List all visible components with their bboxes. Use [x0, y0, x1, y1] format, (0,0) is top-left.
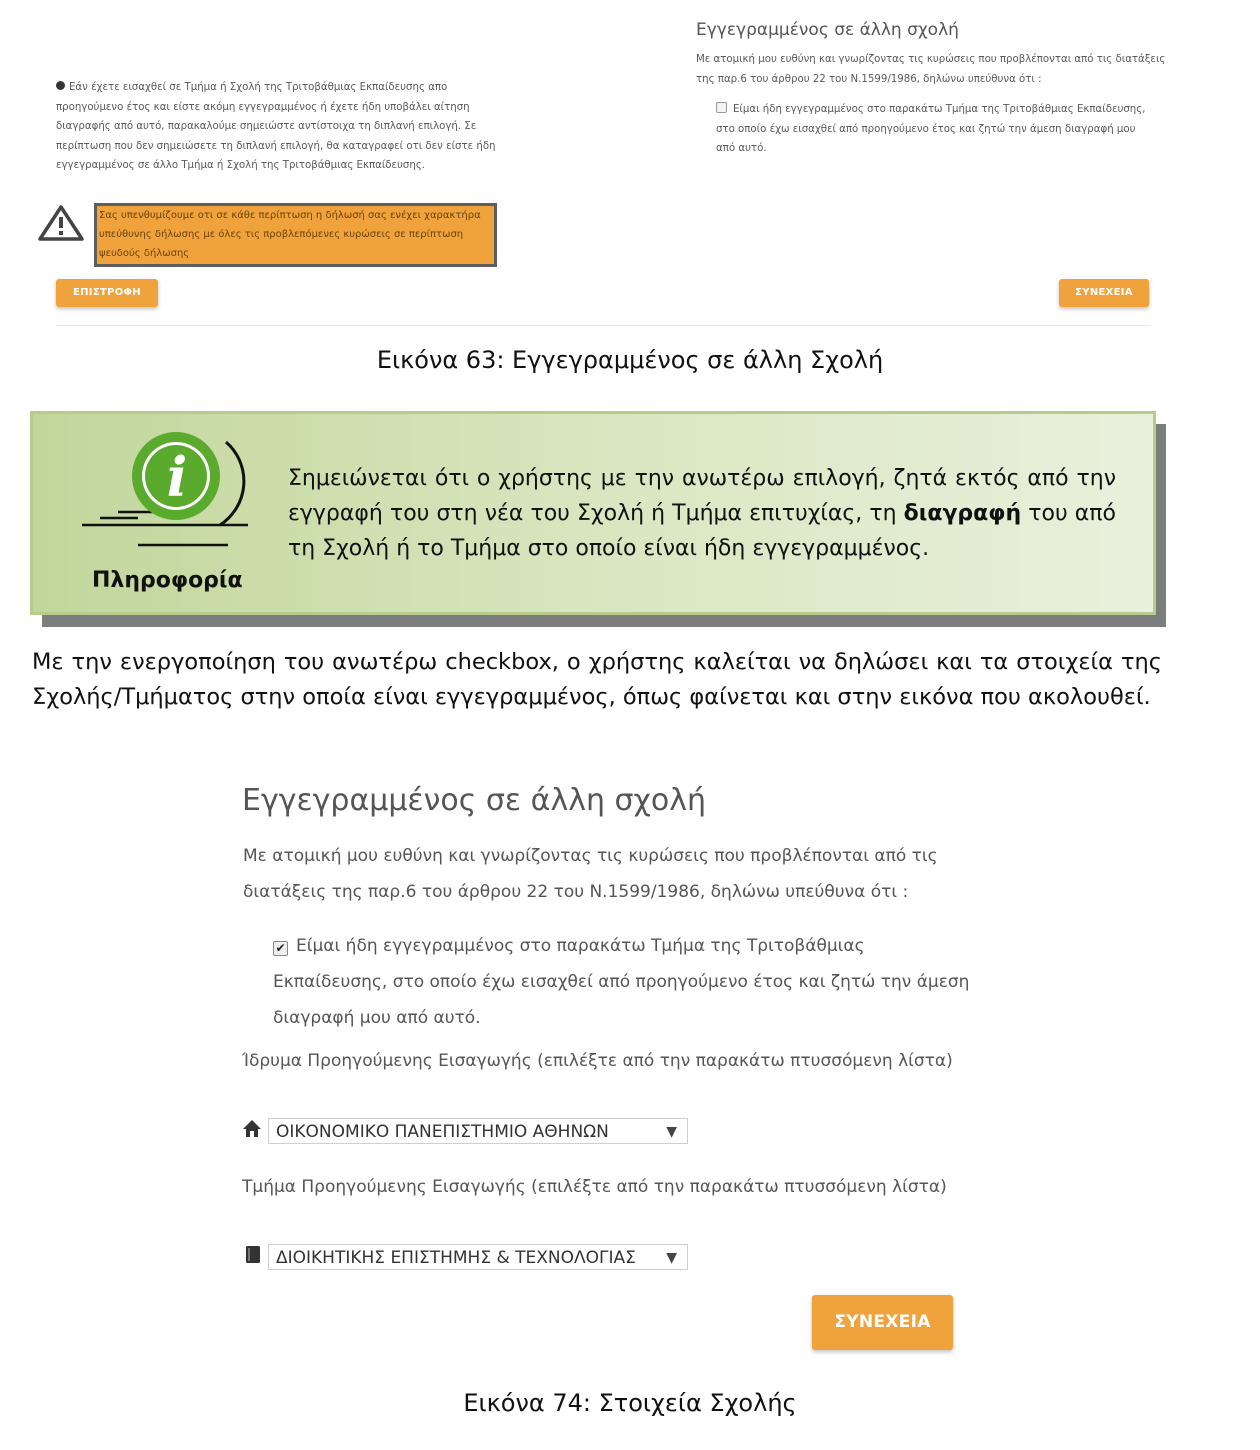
info-label: Πληροφορία	[92, 568, 243, 593]
figure-caption: Εικόνα 63: Εγγεγραμμένος σε άλλη Σχολή	[376, 346, 884, 374]
divider	[56, 325, 1150, 326]
figure-caption: Εικόνα 74: Στοιχεία Σχολής	[463, 1389, 797, 1417]
home-icon	[242, 1119, 262, 1139]
info-text: Σημειώνεται ότι ο χρήστης με την ανωτέρω επιλογή, ζητά εκτός από την εγγραφή του στη νέα του Σχολή ή Τμήμα επιτυχίας, τη διαγραφή του από τη Σχολή ή το Τμήμα στο οποίο είναι ήδη εγγεγραμμένος.	[288, 466, 1117, 561]
declaration-text: Με ατομική μου ευθύνη και γνωρίζοντας τις κυρώσεις που προβλέπονται από τις διατάξεις της παρ.6 του άρθρου 22 του Ν.1599/1986, δηλώνω υπεύθυνα ότι :	[243, 846, 938, 902]
book-icon	[244, 1245, 262, 1265]
warning-message: Σας υπενθυμίζουμε οτι σε κάθε περίπτωση η δήλωσή σας ενέχει χαρακτήρα υπεύθυνης δήλωσης με όλες τις προβλεπόμενες κυρώσεις σε περίπτωση ψευδούς δήλωσης	[94, 203, 497, 267]
declaration-text: Με ατομική μου ευθύνη και γνωρίζοντας τις κυρώσεις που προβλέπονται από τις διατάξεις της παρ.6 του άρθρου 22 του Ν.1599/1986, δηλώνω υπεύθυνα ότι :	[696, 54, 1166, 85]
enrolled-checkbox[interactable]	[716, 102, 727, 113]
enrolled-checkbox-label: Είμαι ήδη εγγεγραμμένος στο παρακάτω Τμήμα της Τριτοβάθμιας Εκπαίδευσης, στο οποίο έχω εισαχθεί από προηγούμενο έτος και ζητώ την άμεση διαγραφή μου από αυτό.	[273, 936, 970, 1028]
section-title: Εγγεγραμμένος σε άλλη σχολή	[696, 20, 959, 40]
continue-button[interactable]: ΣΥΝΕΧΕΙΑ	[1059, 279, 1149, 307]
svg-text:i: i	[166, 445, 188, 509]
info-icon	[78, 420, 248, 550]
institution-select[interactable]	[268, 1118, 688, 1144]
warning-icon	[38, 205, 84, 241]
institution-select-value: ΟΙΚΟΝΟΜΙΚΟ ΠΑΝΕΠΙΣΤΗΜΙΟ ΑΘΗΝΩΝ	[276, 1122, 609, 1142]
enrolled-checkbox-row[interactable]	[716, 100, 1156, 159]
enrolled-checkbox-checked[interactable]: ✔	[273, 941, 288, 956]
back-button[interactable]: ΕΠΙΣΤΡΟΦΗ	[56, 279, 158, 307]
department-select[interactable]	[268, 1244, 688, 1270]
dropdown-arrow-icon: ▼	[666, 1124, 677, 1140]
enrolled-checkbox-label: Είμαι ήδη εγγεγραμμένος στο παρακάτω Τμήμα της Τριτοβάθμιας Εκπαίδευσης, στο οποίο έχω εισαχθεί από προηγούμενο έτος και ζητώ την άμεση διαγραφή μου από αυτό.	[716, 104, 1146, 154]
enrolled-checkbox-row[interactable]	[273, 928, 973, 1036]
continue-button[interactable]: ΣΥΝΕΧΕΙΑ	[812, 1295, 953, 1350]
info-bullet-icon	[56, 81, 65, 90]
dropdown-arrow-icon: ▼	[666, 1250, 677, 1266]
department-label: Τμήμα Προηγούμενης Εισαγωγής (επιλέξτε από την παρακάτω πτυσσόμενη λίστα)	[242, 1177, 947, 1197]
instructions-note: Εάν έχετε εισαχθεί σε Τμήμα ή Σχολή της Τριτοβάθμιας Εκπαίδευσης απο προηγούμενο έτος και είστε ακόμη εγγεγραμμένος ή έχετε ήδη υποβάλει αίτηση διαγραφής από αυτό, παρακαλούμε σημειώστε αντίστοιχα τη διπλανή επιλογή. Σε περίπτωση που δεν σημειώσετε τη διπλανή επιλογή, θα καταγραφεί οτι δεν είστε ήδη εγγεγραμμένος σε άλλο Τμήμα ή Σχολή της Τριτοβάθμιας Εκπαίδευσης.	[56, 82, 496, 171]
section-title: Εγγεγραμμένος σε άλλη σχολή	[242, 783, 706, 818]
institution-label: Ίδρυμα Προηγούμενης Εισαγωγής (επιλέξτε από την παρακάτω πτυσσόμενη λίστα)	[242, 1051, 953, 1071]
department-select-value: ΔΙΟΙΚΗΤΙΚΗΣ ΕΠΙΣΤΗΜΗΣ & ΤΕΧΝΟΛΟΓΙΑΣ	[276, 1248, 636, 1268]
body-paragraph: Με την ενεργοποίηση του ανωτέρω checkbox, ο χρήστης καλείται να δηλώσει και τα στοιχεία της Σχολής/Τμήματος στην οποία είναι εγγεγραμμένος, όπως φαίνεται και στην εικόνα που ακολουθεί.	[32, 649, 1162, 710]
